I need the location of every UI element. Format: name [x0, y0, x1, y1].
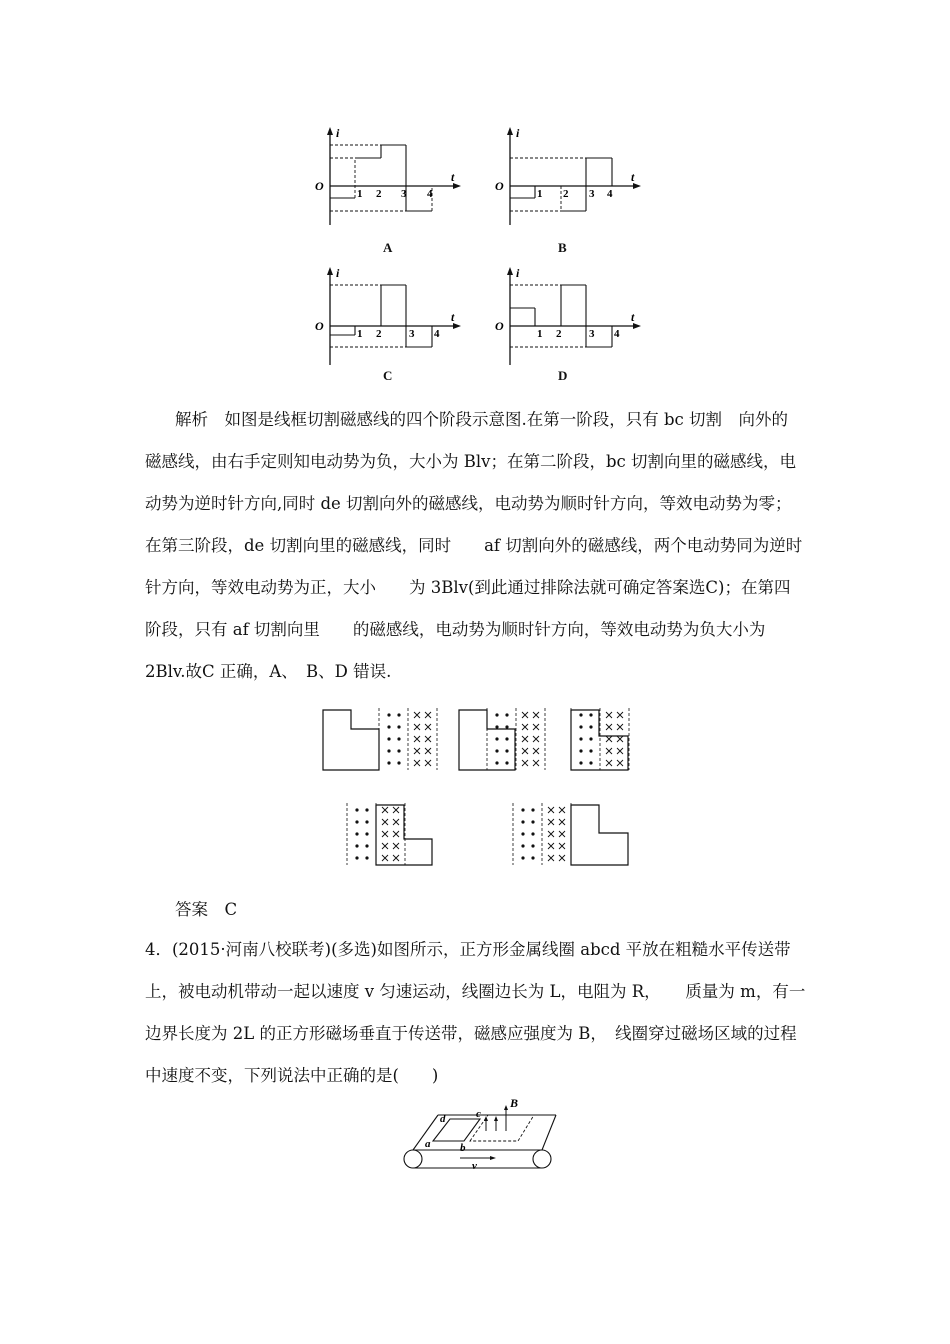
tick-label: 3 — [589, 328, 595, 340]
axis-t-label: t — [451, 170, 455, 184]
graph-label-A: A — [383, 240, 393, 255]
conveyor-diagram — [400, 1095, 560, 1175]
axis-t-label: t — [451, 310, 455, 324]
tick-label: 1 — [537, 188, 543, 200]
tick-label: 4 — [614, 328, 620, 340]
tick-label: 1 — [357, 188, 363, 200]
axis-i-label: i — [516, 266, 520, 280]
field-label-B: B — [510, 1096, 519, 1110]
origin-label: O — [315, 319, 324, 333]
tick-label: 1 — [357, 328, 363, 340]
analysis-line: 在第三阶段，de 切割向里的磁感线，同时 af 切割向外的磁感线，两个电动势同为逆时 — [145, 536, 803, 555]
tick-label: 3 — [589, 188, 595, 200]
graph-D — [495, 265, 645, 365]
axis-t-label: t — [631, 310, 635, 324]
coil-label-a: a — [425, 1138, 431, 1150]
axis-i-label: i — [516, 126, 520, 140]
tick-label: 2 — [376, 188, 382, 200]
graph-label-C: C — [383, 368, 393, 383]
axis-i-label: i — [336, 266, 340, 280]
question-line: 边界长度为 2L 的正方形磁场垂直于传送带，磁感应强度为 B， 线圈穿过磁场区域的过程 — [145, 1024, 797, 1043]
tick-label: 2 — [376, 328, 382, 340]
question-line: 4．(2015·河南八校联考)(多选)如图所示，正方形金属线圈 abcd 平放在粗糙水平传送带 — [145, 940, 791, 959]
origin-label: O — [315, 179, 324, 193]
stage-diagrams — [315, 695, 635, 885]
analysis-line: 2Blv.故C 正确，A、 B、D 错误. — [145, 662, 392, 681]
answer-line: 答案 C — [175, 900, 238, 919]
analysis-line: 磁感线，由右手定则知电动势为负，大小为 Blv；在第二阶段，bc 切割向里的磁感线，电 — [145, 452, 797, 471]
tick-label: 3 — [409, 328, 415, 340]
axis-i-label: i — [336, 126, 340, 140]
analysis-line: 动势为逆时针方向,同时 de 切割向外的磁感线，电动势为顺时针方向，等效电动势为零； — [145, 494, 792, 513]
analysis-line: 阶段，只有 af 切割向里 的磁感线，电动势为顺时针方向，等效电动势为负大小为 — [145, 620, 766, 639]
tick-label: 1 — [537, 328, 543, 340]
origin-label: O — [495, 319, 504, 333]
graph-label-D: D — [558, 368, 568, 383]
coil-label-b: b — [460, 1142, 466, 1154]
tick-label: 2 — [556, 328, 562, 340]
coil-label-d: d — [440, 1113, 446, 1125]
graph-B — [495, 125, 645, 225]
analysis-line: 针方向，等效电动势为正，大小 为 3Blv(到此通过排除法就可确定答案选C)；在第四 — [145, 578, 791, 597]
graph-C — [315, 265, 465, 365]
analysis-line: 解析 如图是线框切割磁感线的四个阶段示意图.在第一阶段，只有 bc 切割 向外的 — [175, 410, 789, 429]
question-line: 中速度不变，下列说法中正确的是( ) — [145, 1066, 439, 1085]
graph-label-B: B — [558, 240, 567, 255]
coil-label-c: c — [476, 1108, 481, 1120]
question-line: 上，被电动机带动一起以速度 v 匀速运动，线圈边长为 L，电阻为 R， 质量为 m，有一 — [145, 982, 806, 1001]
axis-t-label: t — [631, 170, 635, 184]
tick-label: 4 — [427, 188, 433, 200]
tick-label: 3 — [401, 188, 407, 200]
graph-A — [315, 125, 465, 225]
origin-label: O — [495, 179, 504, 193]
tick-label: 4 — [434, 328, 440, 340]
tick-label: 4 — [607, 188, 613, 200]
tick-label: 2 — [563, 188, 569, 200]
velocity-label-v: v — [472, 1160, 477, 1172]
